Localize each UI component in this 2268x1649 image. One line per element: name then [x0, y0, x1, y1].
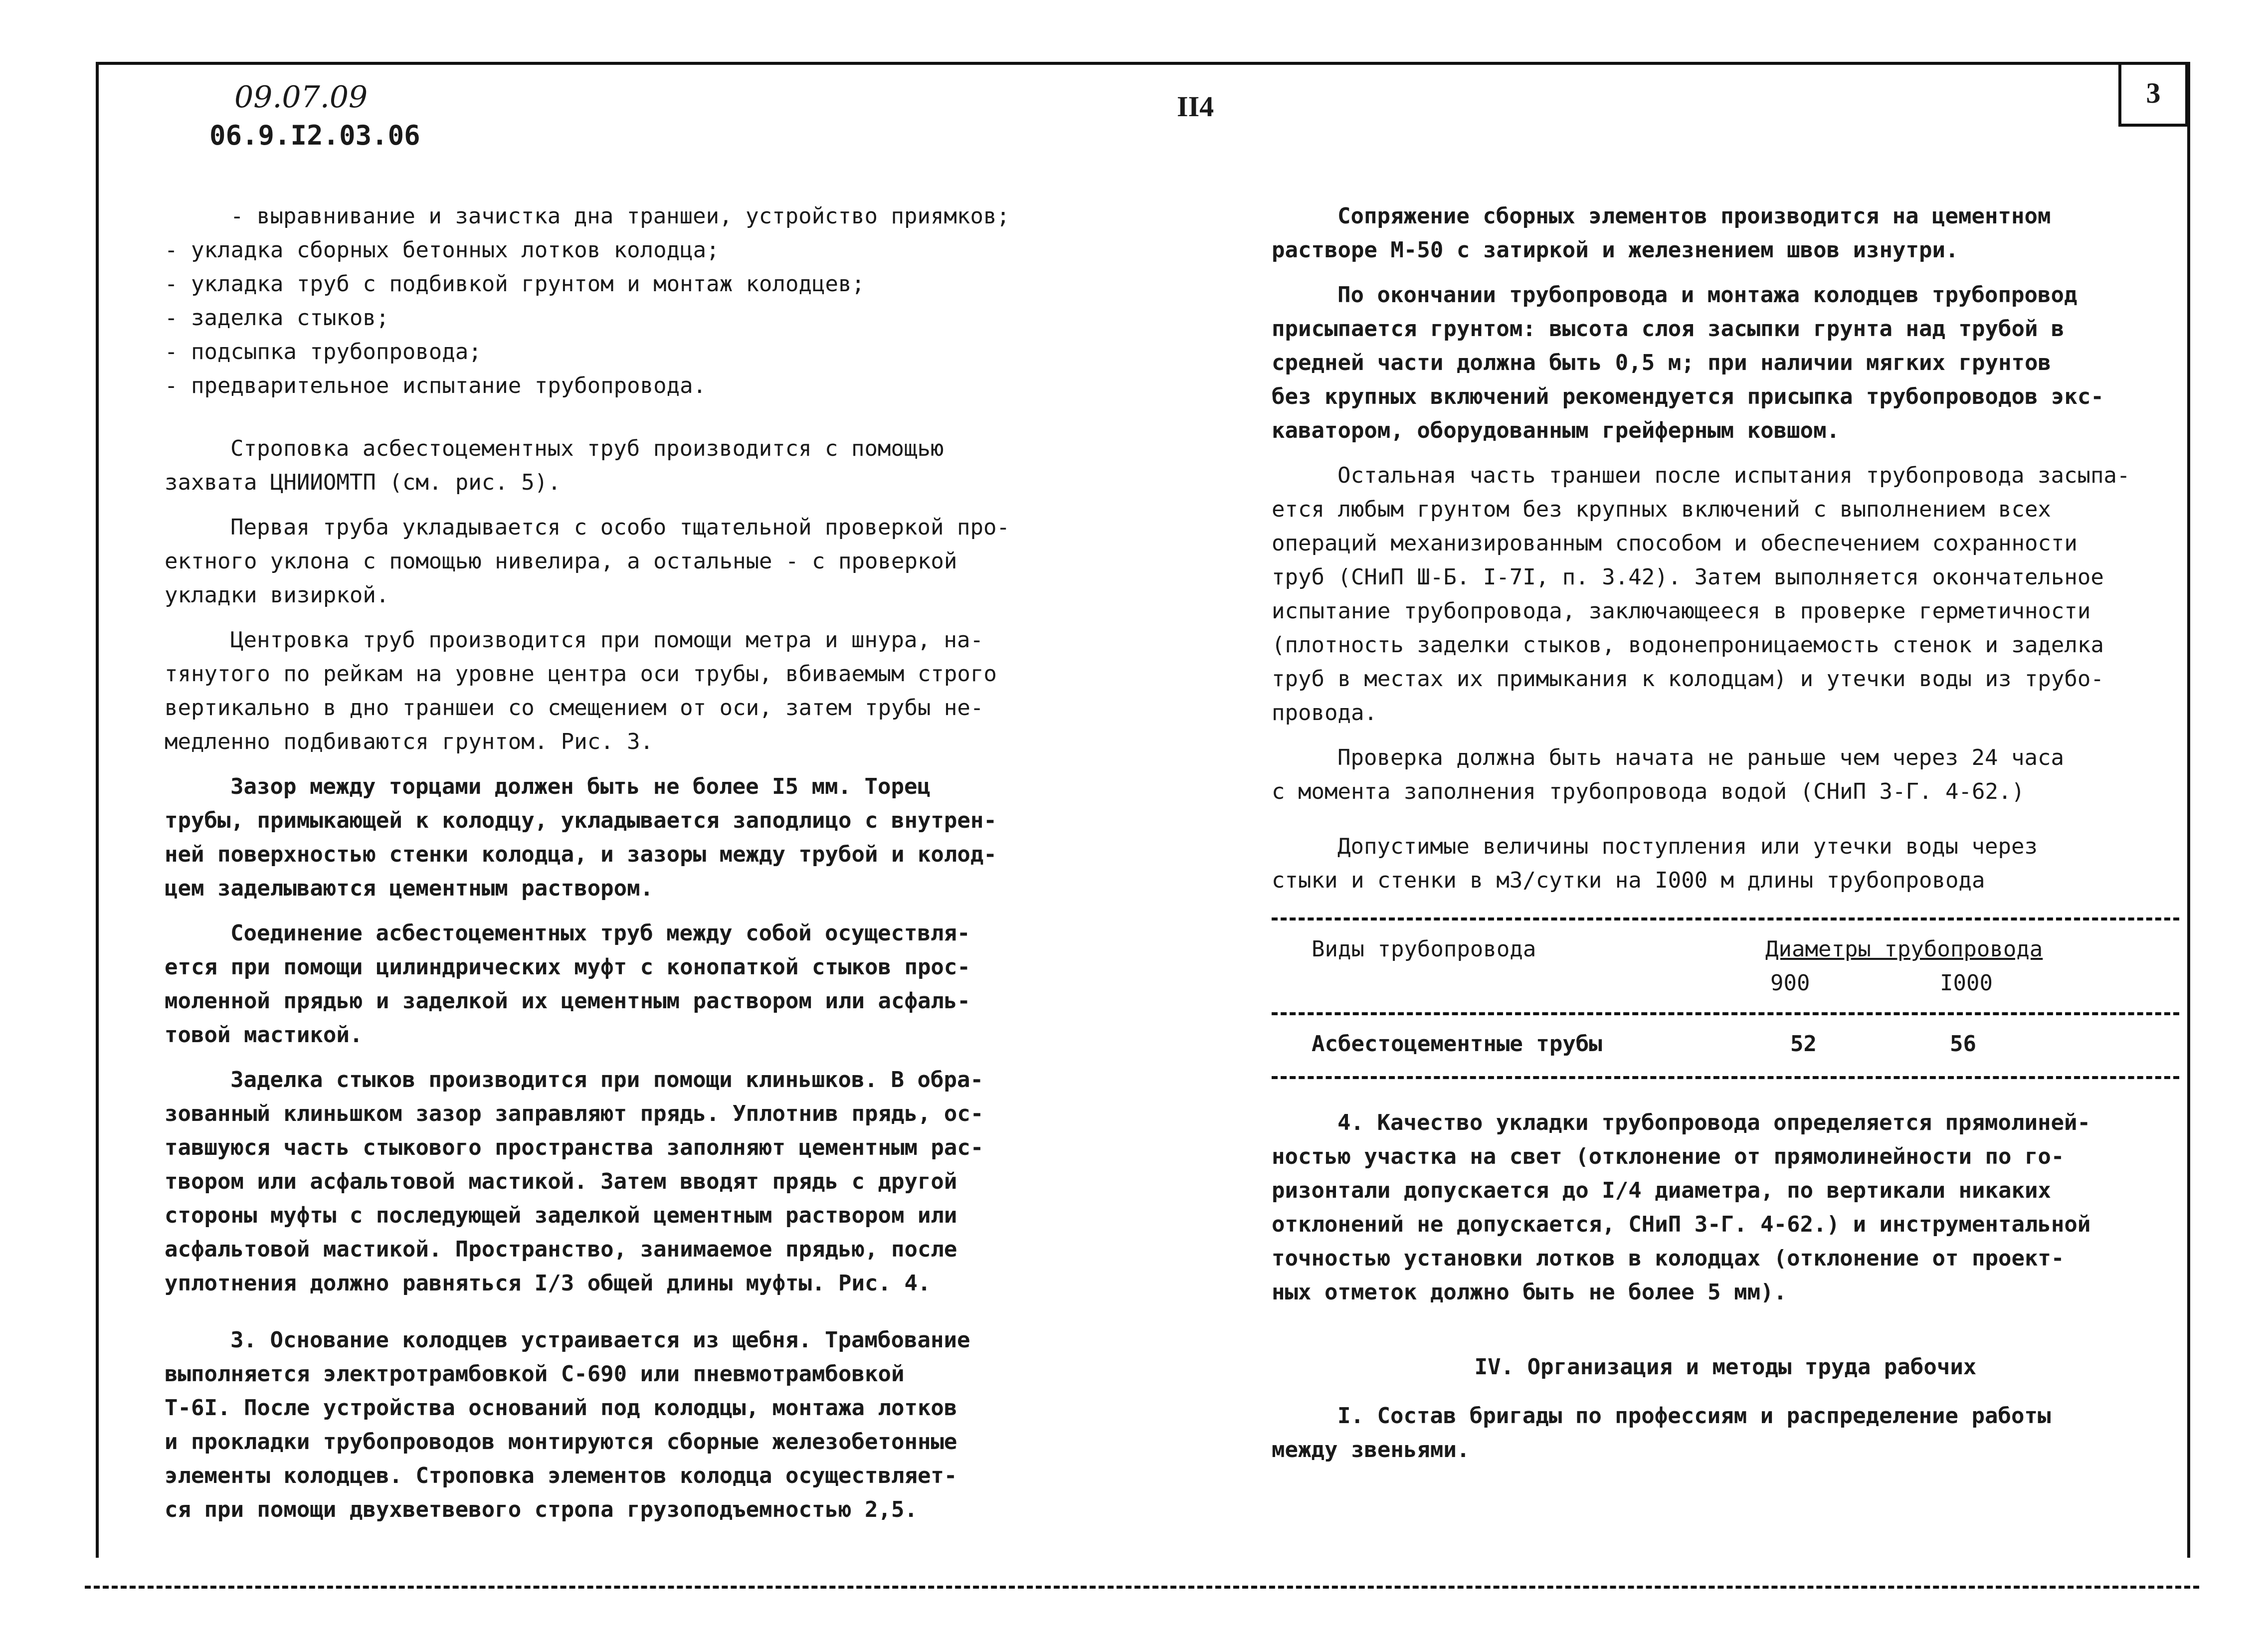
paragraph: [1272, 199, 2179, 267]
table-rule: [1272, 1076, 2179, 1079]
text-line: 3. Основание колодцев устраивается из щебня. Трамбование: [230, 1327, 970, 1353]
text-line: испытание трубопровода, заключающееся в проверке герметичности: [1272, 598, 2091, 624]
sheet-number-box: [2118, 62, 2188, 127]
text-line: операций механизированным способом и обеспечением сохранности: [1272, 531, 2078, 556]
text-line: Строповка асбестоцементных труб производится с помощью: [230, 436, 944, 461]
text-line: Зазор между торцами должен быть не более I5 мм. Торец: [230, 774, 931, 799]
text-line: Сопряжение сборных элементов производится на цементном: [1337, 203, 2051, 229]
text-line: цем заделываются цементным раствором.: [165, 876, 654, 901]
text-line: Проверка должна быть начата не раньше чем через 24 часа: [1337, 745, 2064, 770]
row-type: Асбестоцементные трубы: [1312, 1031, 1602, 1057]
text-line: твором или асфальтовой мастикой. Затем вводят прядь с другой: [165, 1169, 957, 1194]
text-line: 4. Качество укладки трубопровода определяется прямолиней-: [1337, 1110, 2090, 1135]
text-line: труб (СНиП Ш-Б. I-7I, п. 3.42). Затем выполняется окончательное: [1272, 564, 2104, 590]
text-line: без крупных включений рекомендуется присыпка трубопроводов экс-: [1272, 384, 2104, 409]
table-header-row: [1272, 932, 2179, 966]
text-line: укладки визиркой.: [165, 582, 389, 608]
text-line: труб в местах их примыкания к колодцам) и утечки воды из трубо-: [1272, 666, 2104, 692]
text-line: с момента заполнения трубопровода водой (СНиП 3-Г. 4-62.): [1272, 779, 2025, 804]
text-line: Соединение асбестоцементных труб между собой осуществля-: [230, 920, 970, 946]
section-item: [1272, 1399, 2179, 1467]
col-header-1000: I000: [1940, 970, 1993, 996]
right-column: [1272, 199, 2179, 1478]
text-line: I. Состав бригады по профессиям и распределение работы: [1337, 1403, 2051, 1429]
paragraph: [1272, 741, 2179, 809]
table-row: [1272, 1027, 2179, 1061]
leakage-table: [1272, 917, 2179, 1079]
col-header-diameters: Диаметры трубопровода: [1765, 936, 2043, 962]
list-item: - заделка стыков;: [165, 305, 389, 331]
sheet-number: 3: [2146, 76, 2161, 109]
list-item: - подсыпка трубопровода;: [165, 339, 482, 365]
text-line: тавшуюся часть стыкового пространства заполняют цементным рас-: [165, 1135, 984, 1160]
table-subheader-row: [1272, 966, 2179, 1000]
table-rule: [1272, 1012, 2179, 1015]
text-line: Первая труба укладывается с особо тщательной проверкой про-: [230, 515, 1010, 540]
text-line: и прокладки трубопроводов монтируются сборные железобетонные: [165, 1429, 957, 1455]
text-line: элементы колодцев. Строповка элементов колодца осуществляет-: [165, 1463, 957, 1488]
text-line: ризонтали допускается до I/4 диаметра, по вертикали никаких: [1272, 1178, 2051, 1203]
text-line: моленной прядью и заделкой их цементным раствором или асфаль-: [165, 988, 970, 1014]
text-line: ся при помощи двухветвевого стропа грузоподъемностью 2,5.: [165, 1497, 918, 1522]
text-line: ностью участка на свет (отклонение от прямолинейности по го-: [1272, 1144, 2065, 1169]
text-line: захвата ЦНИИОМТП (см. рис. 5).: [165, 470, 561, 495]
paragraph: [1272, 830, 2179, 898]
text-line: Остальная часть траншеи после испытания трубопровода засыпа-: [1337, 463, 2130, 488]
work-list: [165, 199, 1102, 403]
text-line: растворе М-50 с затиркой и железнением швов изнутри.: [1272, 237, 1959, 263]
row-value-1000: 56: [1950, 1031, 1976, 1057]
text-line: уплотнения должно равняться I/3 общей длины муфты. Рис. 4.: [165, 1271, 931, 1296]
text-line: товой мастикой.: [165, 1022, 363, 1048]
text-line: присыпается грунтом: высота слоя засыпки грунта над трубой в: [1272, 316, 2065, 342]
col-header-900: 900: [1770, 970, 1810, 996]
text-line: Т-6I. После устройства оснований под колодцы, монтажа лотков: [165, 1395, 957, 1421]
text-line: ных отметок должно быть не более 5 мм).: [1272, 1280, 1787, 1305]
text-line: Заделка стыков производится при помощи клиньшков. В обра-: [230, 1067, 983, 1093]
text-line: Допустимые величины поступления или утечки воды через: [1337, 834, 2038, 859]
paragraph: [165, 770, 1102, 906]
text-line: трубы, примыкающей к колодцу, укладывается заподлицо с внутрен-: [165, 808, 997, 833]
text-line: средней части должна быть 0,5 м; при наличии мягких грунтов: [1272, 350, 2051, 375]
paragraph: [1272, 459, 2179, 730]
paragraph: [1272, 278, 2179, 448]
text-line: провода.: [1272, 700, 1377, 726]
text-line: выполняется электротрамбовкой С-690 или пневмотрамбовкой: [165, 1361, 905, 1387]
paragraph: [165, 623, 1102, 759]
text-line: каватором, оборудованным грейферным ковшом.: [1272, 418, 1840, 443]
list-item: - укладка сборных бетонных лотков колодца;: [165, 237, 720, 263]
col-header-type: Виды трубопровода: [1312, 936, 1536, 962]
paragraph: [165, 1063, 1102, 1300]
paragraph: [165, 511, 1102, 612]
text-line: стороны муфты с последующей заделкой цементным раствором или: [165, 1203, 957, 1228]
paragraph: [165, 1323, 1102, 1527]
text-line: точностью установки лотков в колодцах (отклонение от проект-: [1272, 1246, 2065, 1271]
list-item: - предварительное испытание трубопровода.: [165, 373, 707, 398]
text-line: По окончании трубопровода и монтажа колодцев трубопровод: [1337, 282, 2078, 308]
text-line: зованный клиньшком зазор заправляют прядь. Уплотнив прядь, ос-: [165, 1101, 984, 1126]
bottom-dashed-rule: [85, 1586, 2199, 1589]
section-title: IV. Организация и методы труда рабочих: [1474, 1354, 1977, 1380]
page-number: II4: [1177, 90, 1214, 123]
text-line: вертикально в дно траншеи со смещением от оси, затем трубы не-: [165, 695, 984, 721]
text-line: между звеньями.: [1272, 1437, 1470, 1463]
paragraph: [165, 432, 1102, 500]
table-rule: [1272, 917, 2179, 920]
handwritten-date: 09.07.09: [234, 80, 368, 115]
list-item: - укладка труб с подбивкой грунтом и монтаж колодцев;: [165, 271, 865, 297]
text-line: стыки и стенки в м3/сутки на I000 м длины трубопровода: [1272, 868, 1985, 893]
text-line: (плотность заделки стыков, водонепроницаемость стенок и заделка: [1272, 632, 2104, 658]
paragraph: [165, 916, 1102, 1052]
text-line: медленно подбиваются грунтом. Рис. 3.: [165, 729, 654, 754]
text-line: ется при помощи цилиндрических муфт с конопаткой стыков прос-: [165, 954, 970, 980]
text-line: асфальтовой мастикой. Пространство, занимаемое прядью, после: [165, 1237, 957, 1262]
text-line: ектного уклона с помощью нивелира, а остальные - с проверкой: [165, 549, 957, 574]
quality-paragraph: [1272, 1106, 2179, 1309]
text-line: Центровка труб производится при помощи метра и шнура, на-: [230, 627, 983, 653]
list-item: - выравнивание и зачистка дна траншеи, устройство приямков;: [230, 203, 1010, 229]
text-line: тянутого по рейкам на уровне центра оси трубы, вбиваемым строго: [165, 661, 997, 687]
document-code: 06.9.I2.03.06: [209, 120, 420, 151]
text-line: отклонений не допускается, СНиП 3-Г. 4-62.) и инструментальной: [1272, 1212, 2091, 1237]
left-column: [165, 199, 1102, 1538]
text-line: ней поверхностью стенки колодца, и зазоры между трубой и колод-: [165, 842, 997, 867]
text-line: ется любым грунтом без крупных включений с выполнением всех: [1272, 497, 2051, 522]
row-value-900: 52: [1790, 1031, 1817, 1057]
